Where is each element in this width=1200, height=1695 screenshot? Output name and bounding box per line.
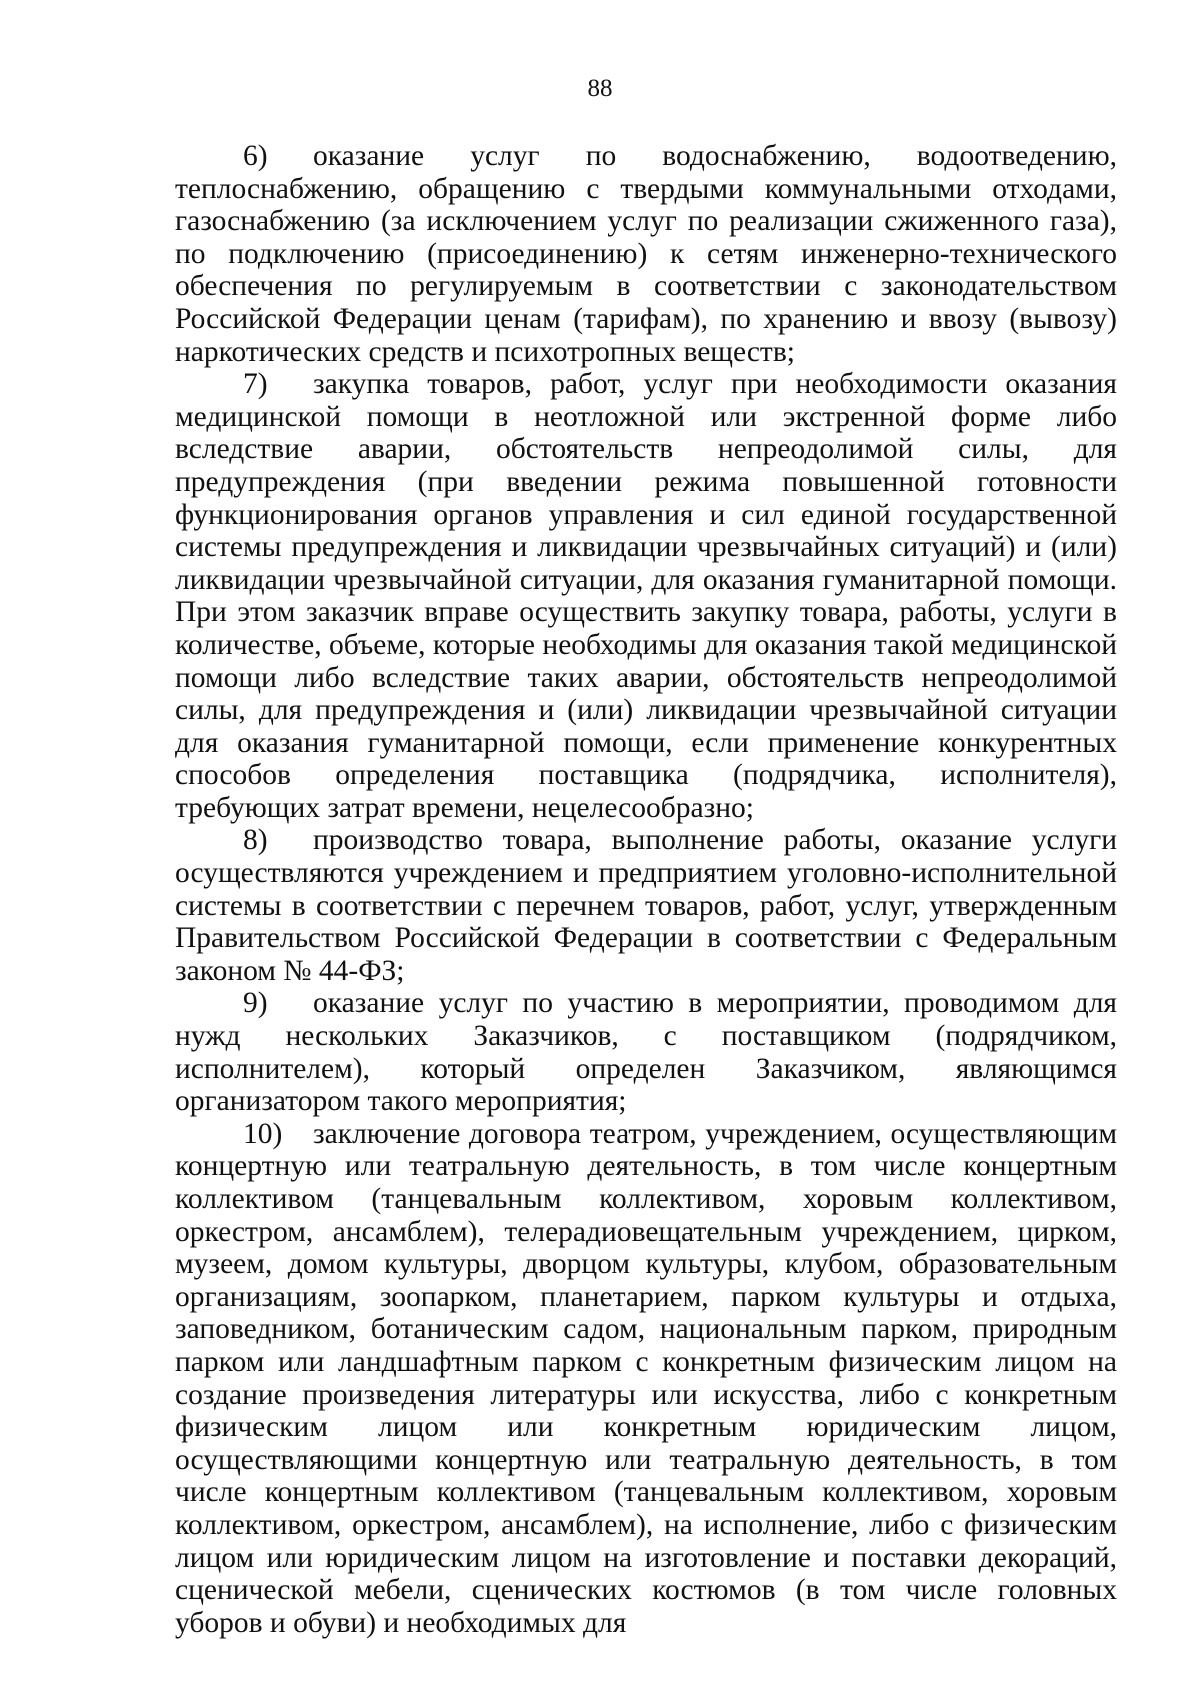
list-item-text: производство товара, выполнение работы, оказание услуги осуществляются учреждением и предприятием уголовно-исполнительной системы в соответствии с перечнем товаров, работ, услуг, утвержденным Правительством Российской Федерации в соответствии с Федеральным законом № 44-ФЗ; (175, 824, 1117, 987)
list-item-text: закупка товаров, работ, услуг при необходимости оказания медицинской помощи в неотложной или экстренной форме либо вследствие аварии, обстоятельств непреодолимой силы, для предупреждения (при введении режима повышенной готовности функционирования органов управления и сил единой государственной системы предупреждения и ликвидации чрезвычайных ситуаций) и (или) ликвидации чрезвычайной ситуации, для оказания гуманитарной помощи. При этом заказчик вправе осуществить закупку товара, работы, услуги в количестве, объеме, которые необходимы для оказания такой медицинской помощи либо вследствие таких аварии, обстоятельств непреодолимой силы, для предупреждения и (или) ликвидации чрезвычайной ситуации для оказания гуманитарной помощи, если применение конкурентных способов определения поставщика (подрядчика, исполнителя), требующих затрат времени, нецелесообразно; (175, 368, 1117, 824)
list-item-6 (175, 140, 1117, 368)
list-item-number: 10) (243, 1117, 283, 1150)
list-item-number: 8) (243, 824, 268, 857)
list-item-text: оказание услуг по водоснабжению, водоотведению, теплоснабжению, обращению с твердыми коммунальными отходами, газоснабжению (за исключением услуг по реализации сжиженного газа), по подключению (присоединению) к сетям инженерно-технического обеспечения по регулируемым в соответствии с законодательством Российской Федерации ценам (тарифам), по хранению и ввозу (вывозу) наркотических средств и психотропных веществ; (175, 140, 1117, 368)
page-number: 88 (587, 75, 613, 102)
list-item-number: 7) (243, 368, 268, 401)
list-item-7 (175, 368, 1117, 824)
list-item-text: оказание услуг по участию в мероприятии, проводимом для нужд нескольких Заказчиков, с поставщиком (подрядчиком, исполнителем), который определен Заказчиком, являющимся организатором такого мероприятия; (175, 987, 1117, 1118)
list-item-text: заключение договора театром, учреждением, осуществляющим концертную или театральную деятельность, в том числе концертным коллективом (танцевальным коллективом, хоровым коллективом, оркестром, ансамблем), телерадиовещательным учреждением, цирком, музеем, домом культуры, дворцом культуры, клубом, образовательным организациям, зоопарком, планетарием, парком культуры и отдыха, заповедником, ботаническим садом, национальным парком, природным парком или ландшафтным парком с конкретным физическим лицом на создание произведения литературы или искусства, либо с конкретным физическим лицом или конкретным юридическим лицом, осуществляющими концертную или театральную деятельность, в том числе концертным коллективом (танцевальным коллективом, хоровым коллективом, оркестром, ансамблем), на исполнение, либо с физическим лицом или юридическим лицом на изготовление и поставки декораций, сценической мебели, сценических костюмов (в том числе головных уборов и обуви) и необходимых для (175, 1117, 1117, 1639)
document-body (175, 140, 1117, 1639)
list-item-9 (175, 987, 1117, 1117)
list-item-number: 9) (243, 987, 268, 1020)
list-item-8 (175, 824, 1117, 987)
list-item-10 (175, 1118, 1117, 1640)
list-item-number: 6) (243, 140, 268, 172)
